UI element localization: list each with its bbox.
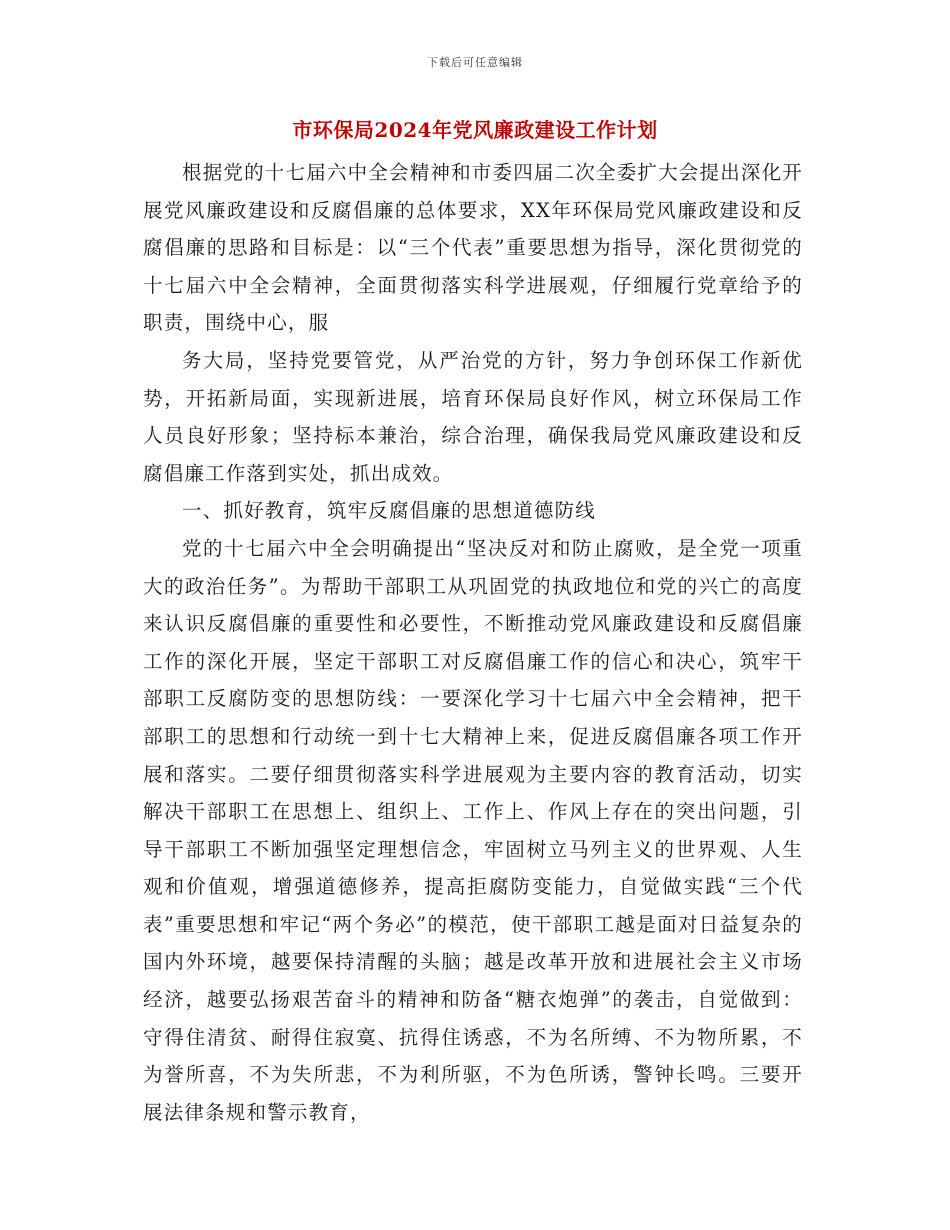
document-title: 市环保局2024年党风廉政建设工作计划 [292,118,658,142]
paragraph: 根据党的十七届六中全会精神和市委四届二次全委扩大会提出深化开展党风廉政建设和反腐倡廉的总体要求，XX年环保局党风廉政建设和反腐倡廉的思路和目标是：以“三个代表”重要思想为指导，深化贯彻党的十七届六中全会精神，全面贯彻落实科学进展观，仔细履行党章给予的职责，围绕中心，服 [143,161,804,335]
header-note: 下载后可任意编辑 [427,56,523,69]
section-heading: 一、抓好教育，筑牢反腐倡廉的思想道德防线 [182,499,597,523]
paragraph: 务大局，坚持党要管党，从严治党的方针，努力争创环保工作新优势，开拓新局面，实现新进展，培育环保局良好作风，树立环保局工作人员良好形象；坚持标本兼治，综合治理，确保我局党风廉政建设和反腐倡廉工作落到实处，抓出成效。 [143,348,803,485]
document-body [143,154,803,1131]
paragraph: 党的十七届六中全会明确提出“坚决反对和防止腐败，是全党一项重大的政治任务”。为帮助干部职工从巩固党的执政地位和党的兴亡的高度来认识反腐倡廉的重要性和必要性，不断推动党风廉政建设和反腐倡廉工作的深化开展，坚定干部职工对反腐倡廉工作的信心和决心，筑牢干部职工反腐防变的思想防线：一要深化学习十七届六中全会精神，把干部职工的思想和行动统一到十七大精神上来，促进反腐倡廉各项工作开展和落实。二要仔细贯彻落实科学进展观为主要内容的教育活动，切实解决干部职工在思想上、组织上、工作上、作风上存在的突出问题，引导干部职工不断加强坚定理想信念，牢固树立马列主义的世界观、人生观和价值观，增强道德修养，提高拒腐防变能力，自觉做实践“三个代表”重要思想和牢记“两个务必”的模范，使干部职工越是面对日益复杂的国内外环境，越要保持清醒的头脑；越是改革开放和进展社会主义市场经济，越要弘扬艰苦奋斗的精神和防备“糖衣炮弹”的袭击，自觉做到：守得住清贫、耐得住寂寞、抗得住诱惑，不为名所缚、不为物所累，不为誉所喜，不为失所悲，不为利所驱，不为色所诱，警钟长鸣。三要开展法律条规和警示教育， [143,536,803,1124]
